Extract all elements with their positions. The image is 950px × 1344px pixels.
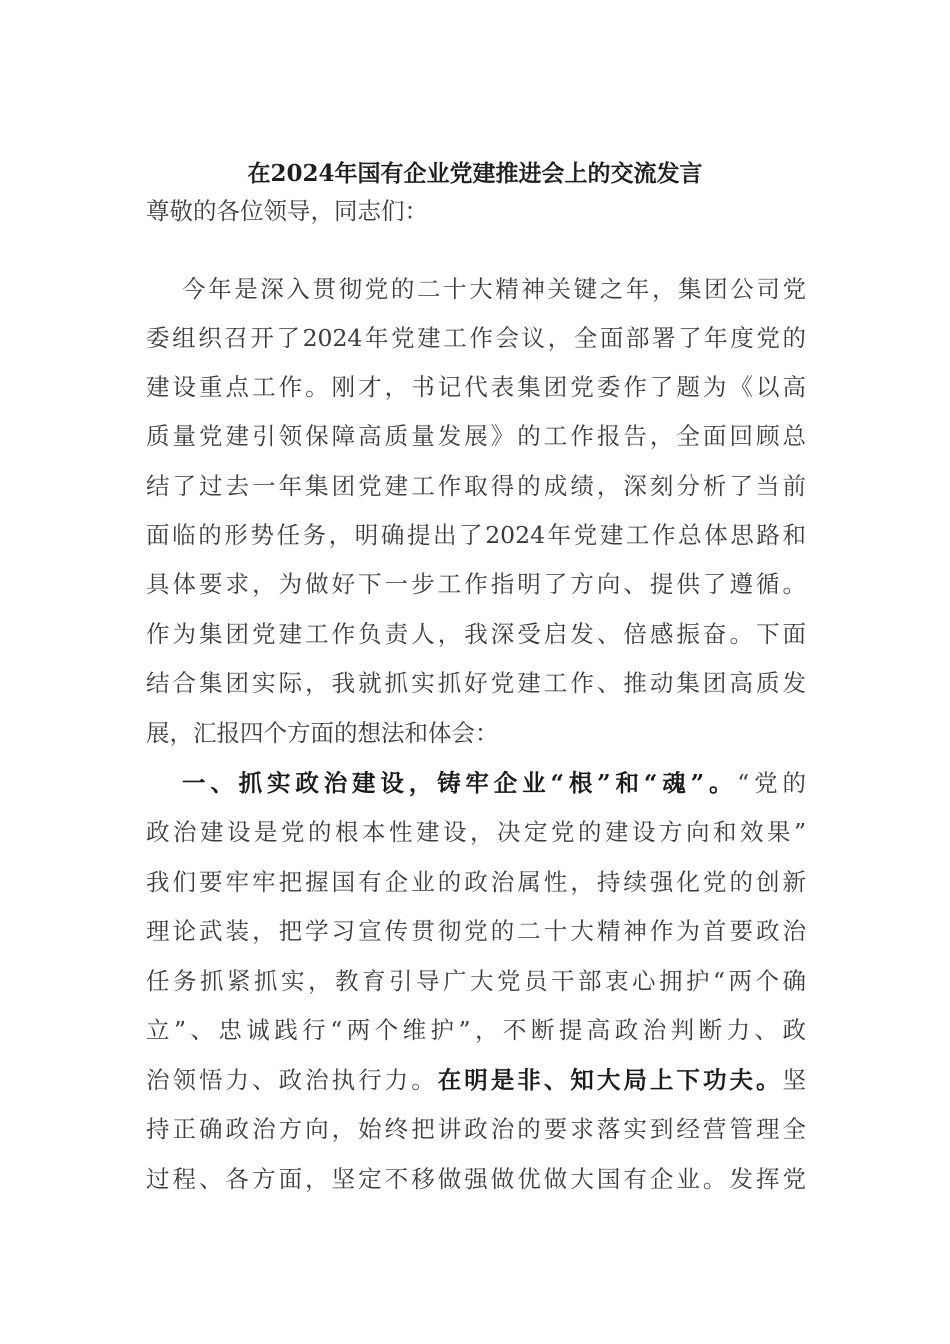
section1-bold-line-pre: 治领悟力、政治执行力。: [146, 1066, 438, 1094]
salutation: 尊敬的各位领导，同志们：: [146, 197, 428, 225]
document-title: 在2024年国有企业党建推进会上的交流发言: [247, 160, 703, 187]
paragraph1-line: 今年是深入贯彻党的二十大精神关键之年，集团公司党: [182, 275, 806, 303]
paragraph1-line: 作为集团党建工作负责人，我深受启发、倍感振奋。下面: [146, 620, 806, 648]
paragraph1-line: 建设重点工作。刚才，书记代表集团党委作了题为《以高: [146, 373, 806, 401]
section1-line: 政治建设是党的根本性建设，决定党的建设方向和效果”: [146, 818, 806, 846]
paragraph1-line: 面临的形势任务，明确提出了2024年党建工作总体思路和: [146, 521, 806, 549]
paragraph1-line: 具体要求，为做好下一步工作指明了方向、提供了遵循。: [146, 570, 806, 598]
section1-line: 任务抓紧抓实，教育引导广大党员干部衷心拥护“两个确: [146, 967, 806, 995]
paragraph1-line: 质量党建引领保障高质量发展》的工作报告，全面回顾总: [146, 422, 806, 450]
section1-line: 理论武装，把学习宣传贯彻党的二十大精神作为首要政治: [146, 917, 806, 945]
paragraph1-line: 结合集团实际，我就抓实抓好党建工作、推动集团高质发: [146, 669, 806, 697]
section1-emphasis: 在明是非、知大局上下功夫。: [437, 1066, 783, 1094]
section1-line: 过程、各方面，坚定不移做强做优做大国有企业。发挥党: [146, 1165, 806, 1193]
section1-line: 持正确政治方向，始终把讲政治的要求落实到经营管理全: [146, 1115, 806, 1143]
paragraph1-line: 委组织召开了2024年党建工作会议，全面部署了年度党的: [146, 324, 806, 352]
section1-heading-tail: “党的: [737, 769, 806, 797]
section1-bold-line-post: 坚: [782, 1066, 807, 1094]
section1-heading: 一、抓实政治建设，铸牢企业“根”和“魂”。: [182, 769, 738, 797]
section1-heading-line: [182, 758, 806, 808]
section1-line: 立”、忠诚践行“两个维护”，不断提高政治判断力、政: [146, 1016, 806, 1044]
paragraph1-line: 展，汇报四个方面的想法和体会：: [146, 719, 499, 747]
section1-line: 我们要牢牢把握国有企业的政治属性，持续强化党的创新: [146, 868, 806, 896]
section1-bold-line: [146, 1055, 806, 1105]
paragraph1-line: 结了过去一年集团党建工作取得的成绩，深刻分析了当前: [146, 472, 806, 500]
